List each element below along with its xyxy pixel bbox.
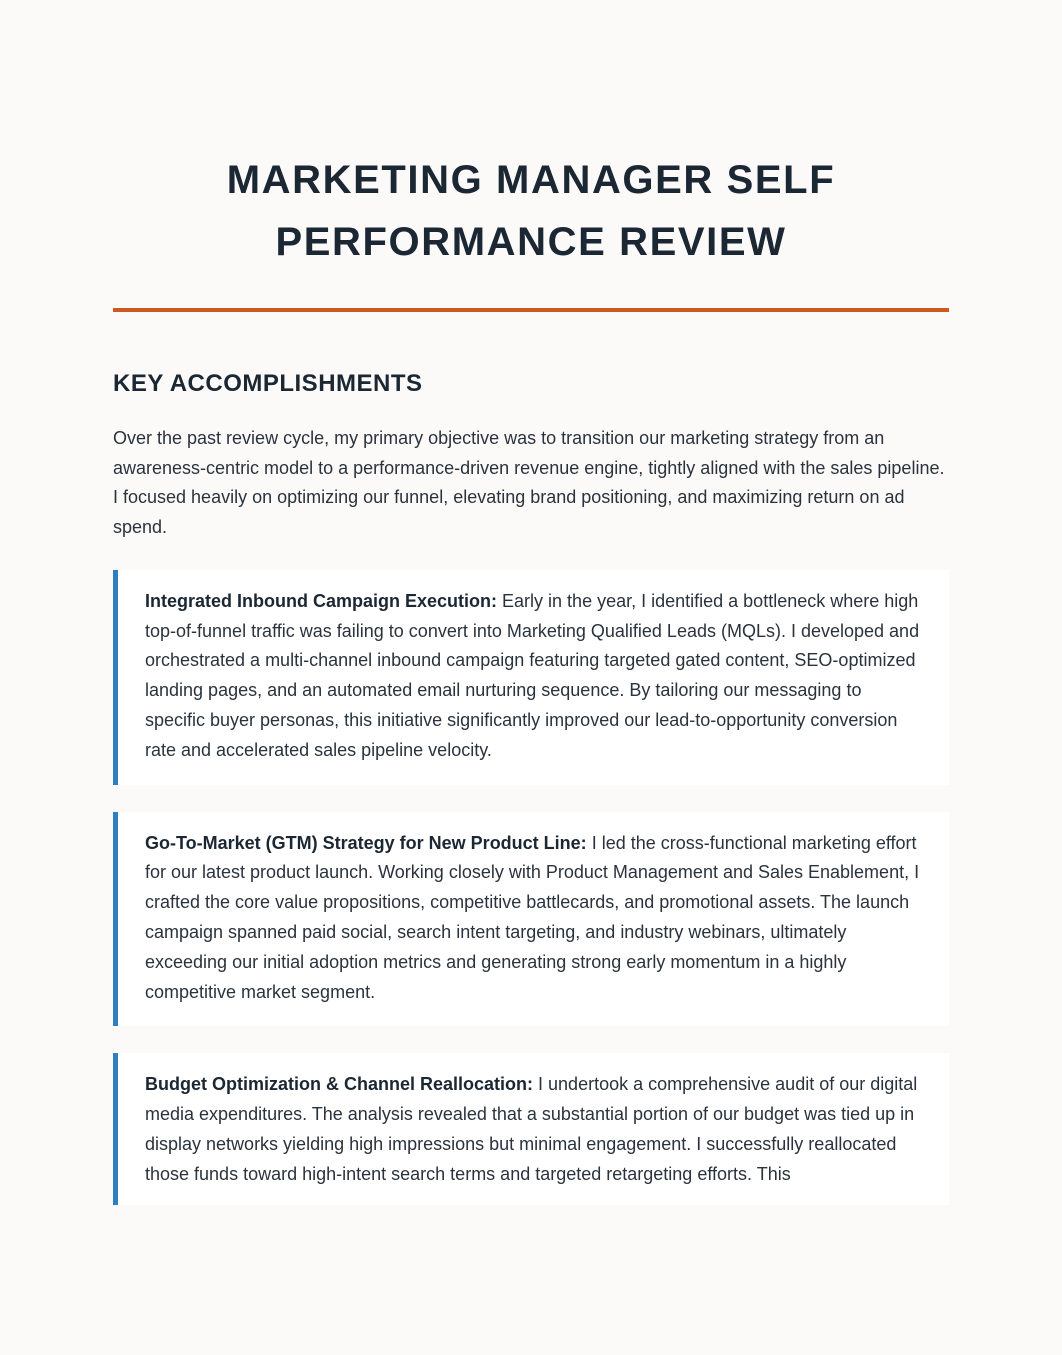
accomplishment-title: Go-To-Market (GTM) Strategy for New Product Line:: [145, 832, 587, 853]
accomplishment-card: [113, 570, 949, 785]
document-title: [113, 0, 949, 273]
document-title-line-1: MARKETING MANAGER SELF: [226, 158, 836, 202]
accomplishment-title: Budget Optimization & Channel Reallocation:: [145, 1074, 534, 1095]
accomplishment-body: I led the cross-functional marketing effort for our latest product launch. Working closely with Product Management and Sales Enablement, I crafted the core value propositions, competitive battlecards, and promotional assets. The launch campaign spanned paid social, search intent targeting, and industry webinars, ultimately exceeding our initial adoption metrics and generating strong early momentum in a highly competitive market segment.: [145, 832, 920, 1002]
title-divider: [113, 308, 949, 312]
section-intro: Over the past review cycle, my primary objective was to transition our marketing strategy from an awareness-centric model to a performance-driven revenue engine, tightly aligned with the sales pipeline. I focused heavily on optimizing our funnel, elevating brand positioning, and maximizing return on ad spend.: [113, 428, 945, 538]
accomplishment-title: Integrated Inbound Campaign Execution:: [145, 590, 498, 611]
accomplishment-card: [113, 1053, 949, 1205]
accomplishment-body: Early in the year, I identified a bottleneck where high top-of-funnel traffic was failing to convert into Marketing Qualified Leads (MQLs). I developed and orchestrated a multi-channel inbound campaign featuring targeted gated content, SEO-optimized landing pages, and an automated email nurturing sequence. By tailoring our messaging to specific buyer personas, this initiative significantly improved our lead-to-opportunity conversion rate and accelerated sales pipeline velocity.: [145, 590, 920, 760]
accomplishment-card: [113, 812, 949, 1027]
accomplishment-body: I undertook a comprehensive audit of our digital media expenditures. The analysis revealed that a substantial portion of our budget was tied up in display networks yielding high impressions but minimal engagement. I successfully reallocated those funds toward high-intent search terms and targeted retargeting efforts. This: [145, 1074, 918, 1184]
section-heading: KEY ACCOMPLISHMENTS: [113, 370, 423, 397]
document-title-line-2: PERFORMANCE REVIEW: [275, 220, 787, 264]
accomplishment-list: [113, 570, 949, 1206]
